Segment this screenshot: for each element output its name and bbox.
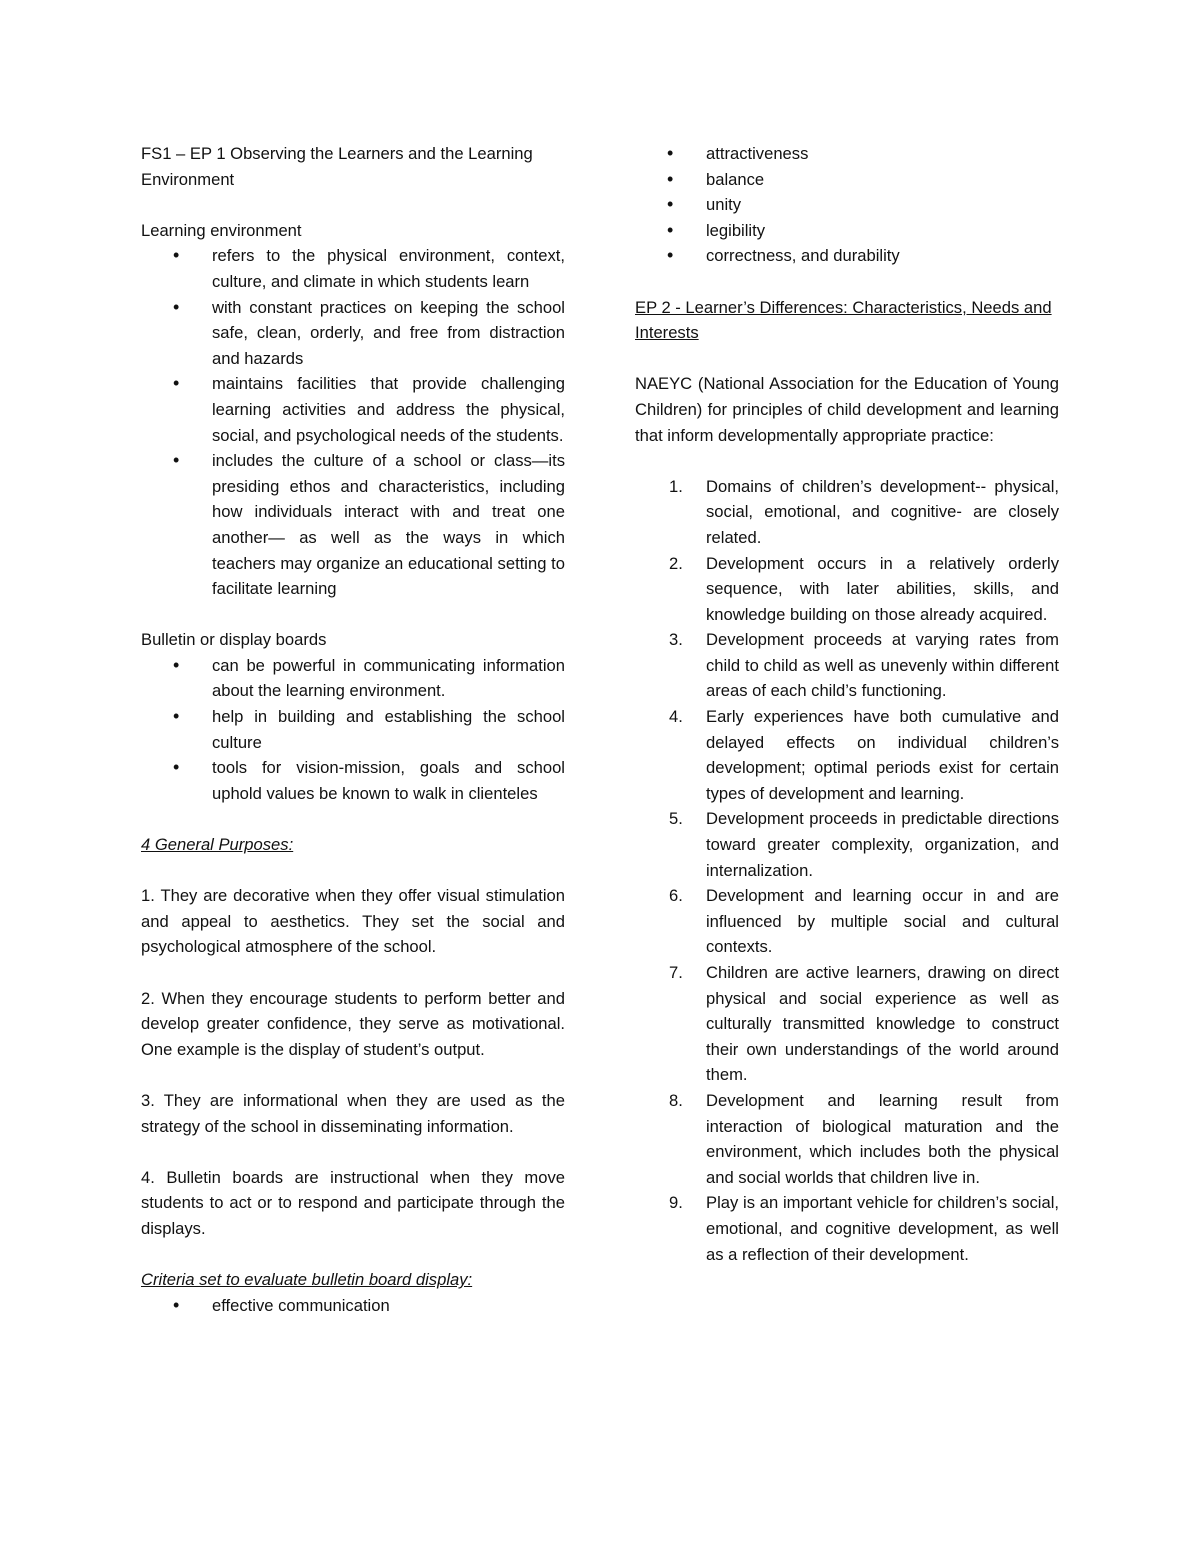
- list-item: • help in building and establishing the school culture: [141, 704, 565, 755]
- list-item: • unity: [635, 192, 1059, 218]
- list-item: • with constant practices on keeping the school safe, clean, orderly, and free from distraction and hazards: [141, 295, 565, 372]
- item-text: Development and learning result from interaction of biological maturation and the environment, which includes both the physical and social worlds that children live in.: [706, 1090, 1059, 1187]
- list-item: [635, 474, 1059, 551]
- criteria-heading: Criteria set to evaluate bulletin board display:: [141, 1270, 473, 1290]
- purpose-paragraph: 1. They are decorative when they offer visual stimulation and appeal to aesthetics. They set the social and psychological atmosphere of the school.: [141, 886, 565, 957]
- purpose-paragraph: 3. They are informational when they are used as the strategy of the school in disseminating information.: [141, 1090, 565, 1136]
- list-item: • maintains facilities that provide challenging learning activities and address the physical, social, and psychological needs of the students.: [141, 371, 565, 448]
- principles-list: [635, 474, 1059, 1267]
- item-number: 1.: [669, 476, 683, 496]
- item-text: Development proceeds in predictable directions toward greater complexity, organization, and internalization.: [706, 809, 1059, 880]
- left-column: [141, 141, 565, 1318]
- document-title: FS1 – EP 1 Observing the Learners and the Learning Environment: [141, 144, 533, 189]
- list-item: [635, 704, 1059, 806]
- item-number: 7.: [669, 963, 683, 982]
- list-item: [635, 960, 1059, 1088]
- item-text: Domains of children’s development-- physical, social, emotional, and cognitive- are closely related.: [706, 476, 1059, 547]
- item-number: 4.: [669, 707, 683, 727]
- item-text: Early experiences have both cumulative and delayed effects on individual children’s development; optimal periods exist for certain types of development and learning.: [706, 707, 1059, 803]
- list-item: • attractiveness: [635, 141, 1059, 167]
- item-text: Development proceeds at varying rates from child to child as well as unevenly within different areas of each child’s functioning.: [706, 630, 1059, 701]
- item-number: 5.: [669, 809, 683, 829]
- list-item: [635, 1190, 1059, 1267]
- learning-environment-list: [141, 243, 565, 601]
- list-item: • balance: [635, 167, 1059, 193]
- list-item: • can be powerful in communicating information about the learning environment.: [141, 653, 565, 704]
- ep2-heading: EP 2 - Learner’s Differences: Characteristics, Needs and Interests: [635, 297, 1052, 343]
- item-number: 6.: [669, 886, 683, 906]
- list-item: • tools for vision-mission, goals and school uphold values be known to walk in clienteles: [141, 755, 565, 806]
- general-purposes-heading: 4 General Purposes:: [141, 835, 294, 855]
- item-text: Development occurs in a relatively orderly sequence, with later abilities, skills, and knowledge building on those already acquired.: [706, 553, 1059, 624]
- bulletin-boards-heading: Bulletin or display boards: [141, 630, 327, 650]
- item-number: 8.: [669, 1090, 683, 1110]
- bulletin-boards-list: [141, 653, 565, 807]
- purpose-paragraph: 2. When they encourage students to perform better and develop greater confidence, they serve as motivational. One example is the display of student’s output.: [141, 988, 565, 1059]
- item-text: Development and learning occur in and are influenced by multiple social and cultural contexts.: [706, 886, 1059, 957]
- item-text: Children are active learners, drawing on direct physical and social experience as well as culturally transmitted knowledge to construct their own understandings of the world around them.: [706, 963, 1059, 1085]
- list-item: [635, 551, 1059, 628]
- item-text: Play is an important vehicle for children’s social, emotional, and cognitive development, as well as a reflection of their development.: [706, 1193, 1059, 1264]
- learning-environment-heading: Learning environment: [141, 220, 302, 240]
- item-number: 2.: [669, 553, 683, 573]
- item-number: 3.: [669, 630, 683, 650]
- list-item: [635, 806, 1059, 883]
- list-item: [635, 627, 1059, 704]
- naeyc-intro: NAEYC (National Association for the Education of Young Children) for principles of child development and learning that inform developmentally appropriate practice:: [635, 374, 1059, 445]
- list-item: • includes the culture of a school or class—its presiding ethos and characteristics, including how individuals interact with and treat one another— as well as the ways in which teachers may organize an educational setting to facilitate learning: [141, 448, 565, 602]
- right-column: [635, 141, 1059, 1267]
- purpose-paragraph: 4. Bulletin boards are instructional when they move students to act or to respond and participate through the displays.: [141, 1167, 565, 1238]
- criteria-list-start: [141, 1293, 565, 1319]
- item-number: 9.: [669, 1193, 683, 1213]
- criteria-list-continued: [635, 141, 1059, 269]
- list-item: • correctness, and durability: [635, 243, 1059, 269]
- list-item: • refers to the physical environment, context, culture, and climate in which students learn: [141, 243, 565, 294]
- list-item: • effective communication: [141, 1293, 565, 1319]
- list-item: • legibility: [635, 218, 1059, 244]
- list-item: [635, 883, 1059, 960]
- list-item: [635, 1088, 1059, 1190]
